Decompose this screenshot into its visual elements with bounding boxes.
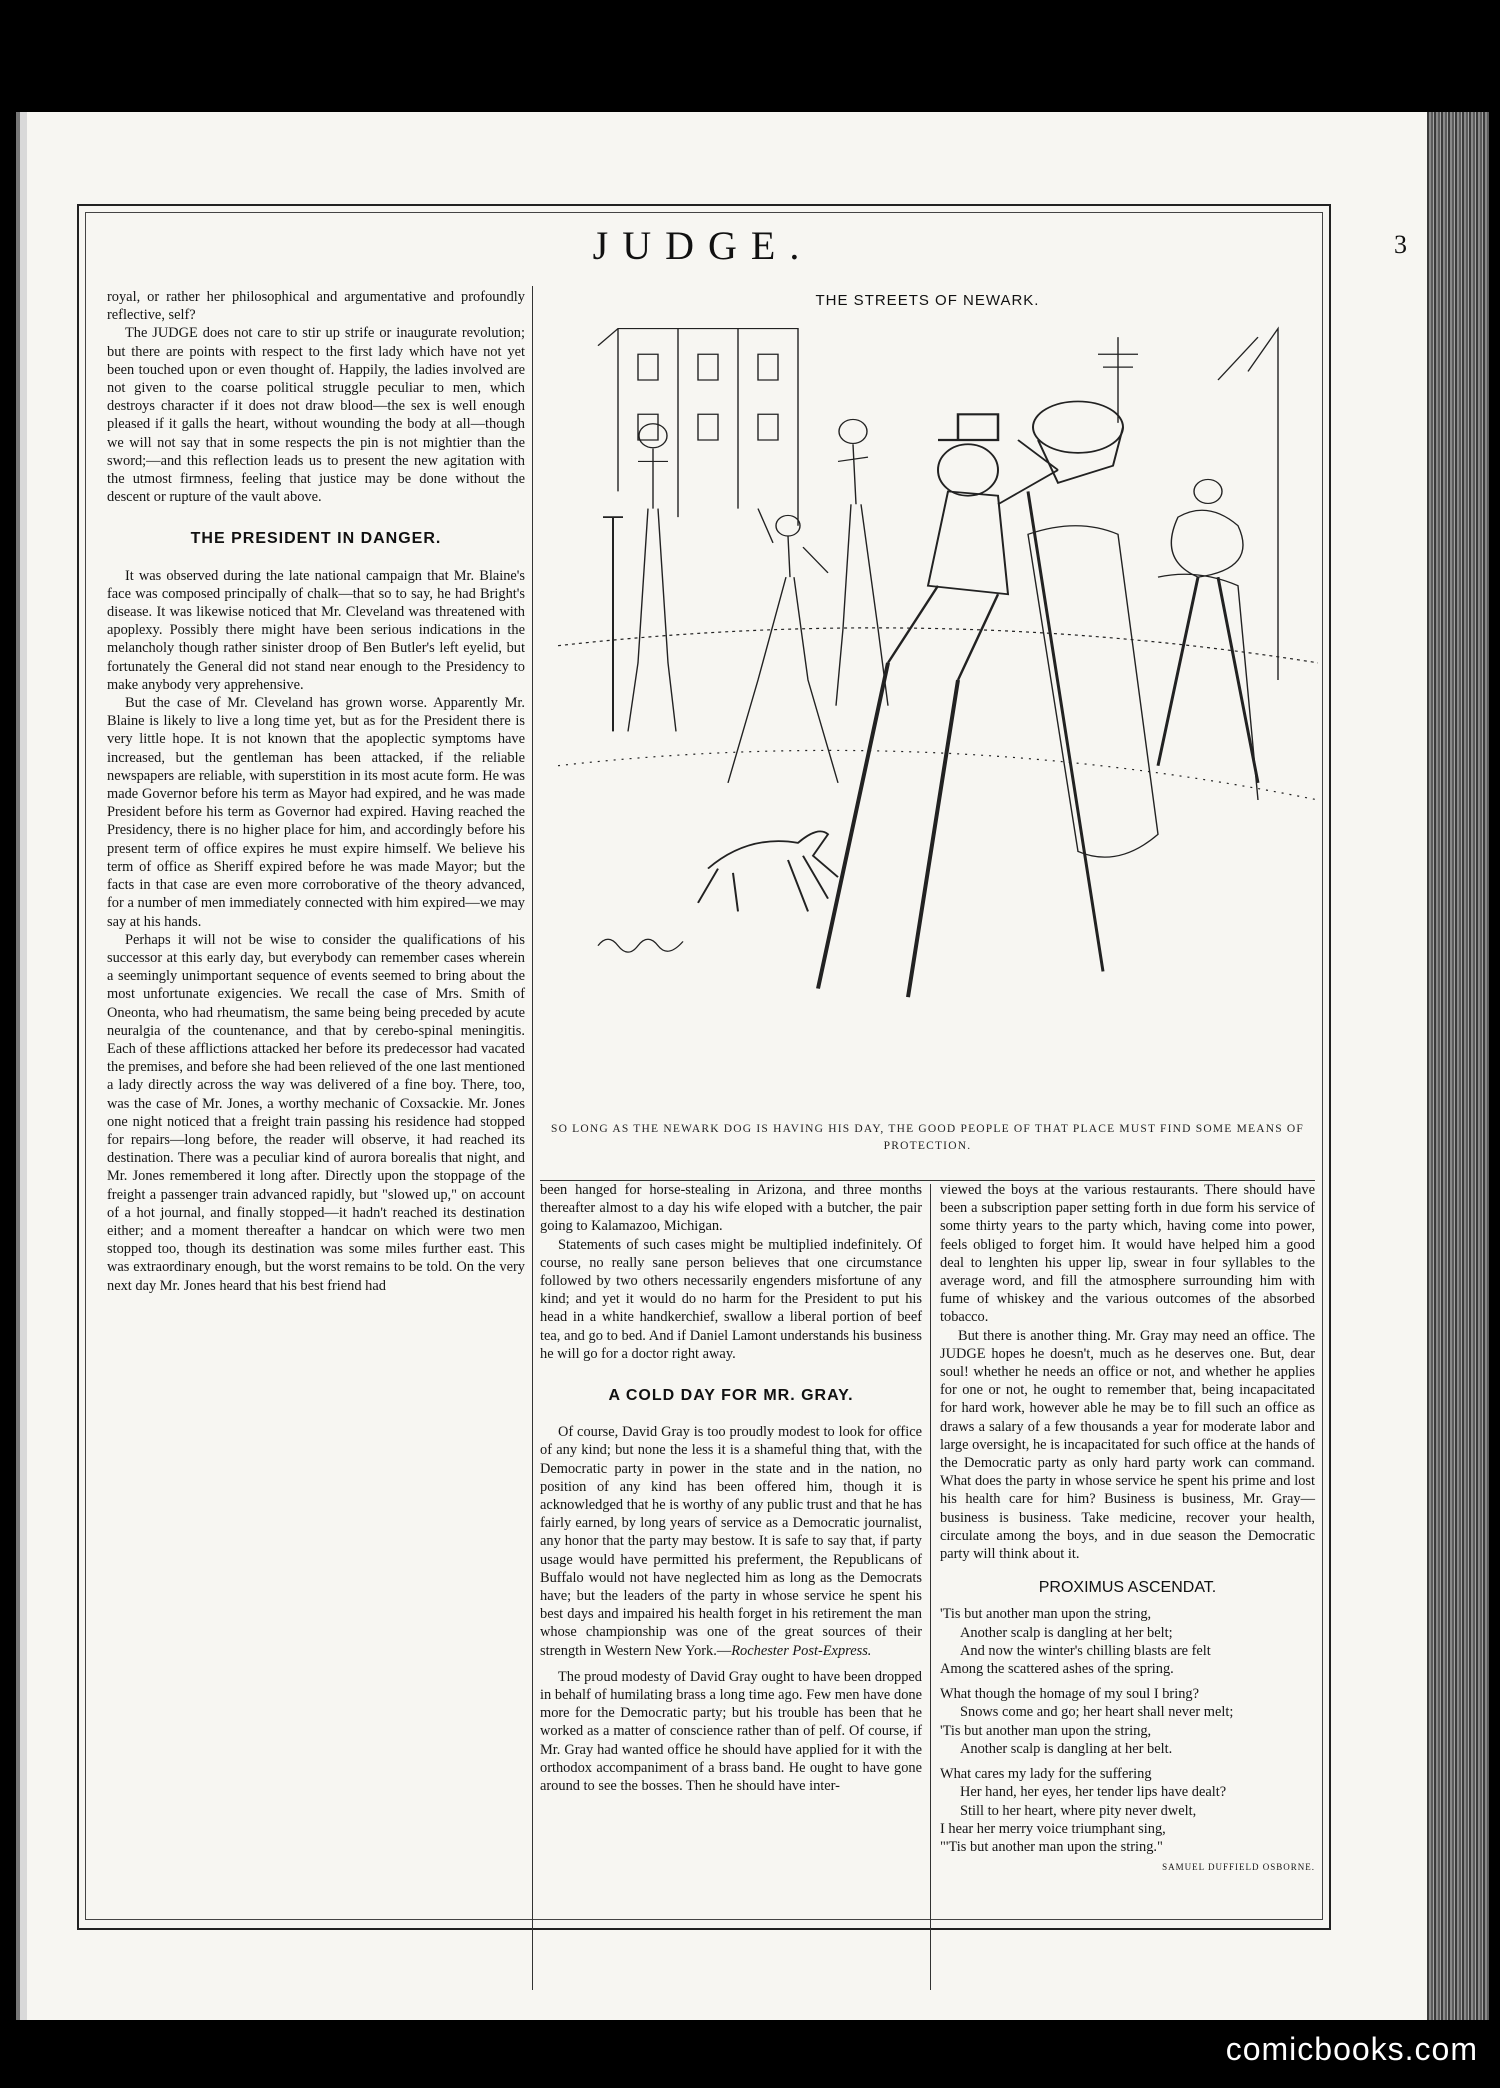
poem-line: And now the winter's chilling blasts are felt xyxy=(960,1642,1211,1659)
stanza-gap xyxy=(940,1758,1315,1765)
paragraph: Perhaps it will not be wise to consider the qualifications of his successor at this early day, but everybody can remember cases wherein a seemingly unimportant sequence of events seemed to bring about the most unfortunate exigencies. We recall the case of Mrs. Smith of Oneonta, who had rheumatism, the same being being preceded by acute neuralgia of the countenance, and that by cerebo-spinal meningitis. Each of these afflictions attacked her before its predecessor had vacated the premises, and before she had been relieved of the one last mentioned a lady directly across the way was delivered of a fine boy. There, too, was the case of Mr. Jones, a worthy mechanic of Coxsackie. Mr. Jones one night noticed that a freight train passing his residence had stopped for repairs—long before, the reader will observe, it had reached its destination. There was a peculiar kind of aurora borealis that night, and Mr. Jones remembered it long after. Directly upon the stoppage of the freight a passenger train advanced rapidly, but "slowed up," on account of a hot journal, and finally stopped—it hadn't reached its destination either; and a moment thereafter a handcar on which were two men stopped too, though its destination was some miles further east. This was extraordinary enough, but the worst remains to be told. On the very next day Mr. Jones heard that his best friend had xyxy=(107,931,525,1294)
paragraph: royal, or rather her philosophical and argumentative and profoundly reflective, self? xyxy=(107,289,525,324)
poem-line: Among the scattered ashes of the spring. xyxy=(940,1661,1174,1678)
headline-president-in-danger: THE PRESIDENT IN DANGER. xyxy=(190,530,442,548)
poem-line: I hear her merry voice triumphant sing, xyxy=(940,1820,1166,1837)
poem-line: Another scalp is dangling at her belt; xyxy=(960,1624,1173,1641)
paragraph xyxy=(540,1423,922,1660)
poem-line: What cares my lady for the suffering xyxy=(940,1766,1152,1783)
column-divider-2 xyxy=(930,1184,931,1990)
left-page-edge xyxy=(0,112,27,2020)
source-citation: Rochester Post-Express. xyxy=(731,1642,872,1659)
illustration-caption: SO LONG AS THE NEWARK DOG IS HAVING HIS DAY, THE GOOD PEOPLE OF THAT PLACE MUST FIND SOME MEANS OF PROTECTION. xyxy=(550,1123,1305,1152)
poem-line: 'Tis but another man upon the string, xyxy=(940,1722,1152,1739)
poem-line: 'Tis but another man upon the string, xyxy=(940,1606,1152,1623)
stanza-gap xyxy=(940,1678,1315,1685)
column-2 xyxy=(540,1181,922,1795)
paragraph: But the case of Mr. Cleveland has grown worse. Apparently Mr. Blaine is likely to live a long time yet, but as for the President there is very little hope. It is not known that the apoplectic symptoms have increased, but the gentleman has been attacked, if the reliable newspapers are reliable, with superstition in its most acute form. He was made Governor before his term as Mayor had expired, and he was made President before his term as Governor had expired. Having reached the Presidency, there is no higher place for him, and accordingly before his present term of office expires he must expire himself. We believe his term of office as Sheriff expired before he was made Mayor; but the facts in that case are even more corroborative of the theory advanced, for a number of men immediately connected with him expired—we may say at his hands. xyxy=(107,695,525,930)
illustration-title: THE STREETS OF NEWARK. xyxy=(815,292,1040,309)
poem-title: PROXIMUS ASCENDAT. xyxy=(1038,1579,1217,1597)
poem-signature: SAMUEL DUFFIELD OSBORNE. xyxy=(1162,1862,1315,1873)
paragraph: been hanged for horse-stealing in Arizona, and three months thereafter almost to a day his wife eloped with a butcher, the pair going to Kalamazoo, Michigan. xyxy=(540,1182,922,1235)
column-1 xyxy=(107,288,525,1295)
paragraph-text: Of course, David Gray is too proudly modest to look for office of any kind; but none the less it is a shameful thing that, with the Democratic party in power in the state and in the nation, no position of any kind has been offered him, though it is acknowledged that he is worthy of any public trust and that he has fairly earned, by long years of service as a Democratic journalist, any honor that the party may bestow. It is safe to say that, if party usage would have permitted his preferment, the Republicans of Buffalo would not have neglected him as long as the Democrats have; but the leaders of the party in whose service he spent his best days and impaired his health forget in his retirement the man whose championship was one of the great sources of their strength in Western New York.— xyxy=(540,1424,922,1659)
poem-line: Her hand, her eyes, her tender lips have dealt? xyxy=(960,1784,1227,1801)
poem-line: Still to her heart, where pity never dwelt, xyxy=(960,1802,1197,1819)
column-3 xyxy=(940,1181,1315,1876)
paragraph: The proud modesty of David Gray ought to have been dropped in behalf of humilating brass a long time ago. Few men have done more for the Democratic party; but his trouble has been that he worked as a matter of conscience rather than of pelf. Of course, if Mr. Gray had wanted office he should have applied for it with the orthodox accompaniment of a brass band. He ought to have gone around to see the bosses. Then he should have inter- xyxy=(540,1668,922,1795)
poem xyxy=(940,1605,1315,1856)
paragraph: It was observed during the late national campaign that Mr. Blaine's face was composed principally of chalk—that so to say, he had Bright's disease. It was likewise noticed that Mr. Cleveland was threatened with apoplexy. Possibly there might have been serious indications in the melancholy though rather sinister droop of Ben Butler's left eyelid, but fortunately the General did not stand near enough to the Presidency to make anybody very apprehensive. xyxy=(107,567,525,693)
site-watermark: comicbooks.com xyxy=(1225,2031,1478,2067)
poem-line: Another scalp is dangling at her belt. xyxy=(960,1740,1173,1757)
paragraph: The JUDGE does not care to stir up strife or inaugurate revolution; but there are points with respect to the first lady which have not yet been touched upon or even thought of. Happily, the ladies involved are not given to the coarse political struggle peculiar to men, which destroys character if it does not draw blood—the sex is well enough pleased if it galls the heart, without wounding the body at all—though we will not say that in some respects the pin is not mightier than the sword;—and this reflection leads us to present the new agitation with the utmost firmness, feeling that justice may be done without the descent or rupture of the vault above. xyxy=(107,325,525,506)
paragraph: Statements of such cases might be multiplied indefinitely. Of course, no really sane person believes that one circumstance followed by two others necessarily engenders misfortune of any kind; and yet it would do no harm for the President to put his head in a white handkerchief, swallow a liberal portion of beef tea, and go to bed. And if Daniel Lamont understands his business he will go for a doctor right away. xyxy=(540,1236,922,1362)
poem-line: "'Tis but another man upon the string." xyxy=(940,1838,1163,1855)
paragraph: viewed the boys at the various restaurants. There should have been a subscription paper setting forth in due form his service of some thirty years to the party which, having come into power, feels obliged to forget him. It would have helped him a good deal to lenghten his upper lip, swear in four syllables to the average word, and fill the atmosphere surrounding him with fume of whiskey and the various outcomes of the absorbed tobacco. xyxy=(940,1182,1315,1326)
poem-line: Snows come and go; her heart shall never melt; xyxy=(960,1704,1234,1721)
column-divider-1 xyxy=(532,286,533,1990)
book-spine xyxy=(1427,112,1489,2020)
poem-line: What though the homage of my soul I bring? xyxy=(940,1686,1199,1703)
headline-cold-day-mr-gray: A COLD DAY FOR MR. GRAY. xyxy=(608,1387,854,1405)
page-number: 3 xyxy=(1394,230,1407,259)
cartoon-illustration xyxy=(558,320,1318,1010)
paragraph: But there is another thing. Mr. Gray may need an office. The JUDGE hopes he doesn't, much as he deserves one. But, dear soul! whether he needs an office or not, and whether he applies for one or not, he ought to remember that, being incapacitated for hard work, however able he may be to fill such an office as draws a salary of a few thousands a year for moderate labor and large oversight, he is incapacitated for such office at the hands of the Democratic party as only hard party work can command. What does the party in whose service he spent his prime and lost his health care for him? Business is business, Mr. Gray—business is business. Take medicine, recover your health, circulate among the boys, and in due season the Democratic party will think about it. xyxy=(940,1327,1315,1563)
masthead: JUDGE. xyxy=(592,223,814,268)
